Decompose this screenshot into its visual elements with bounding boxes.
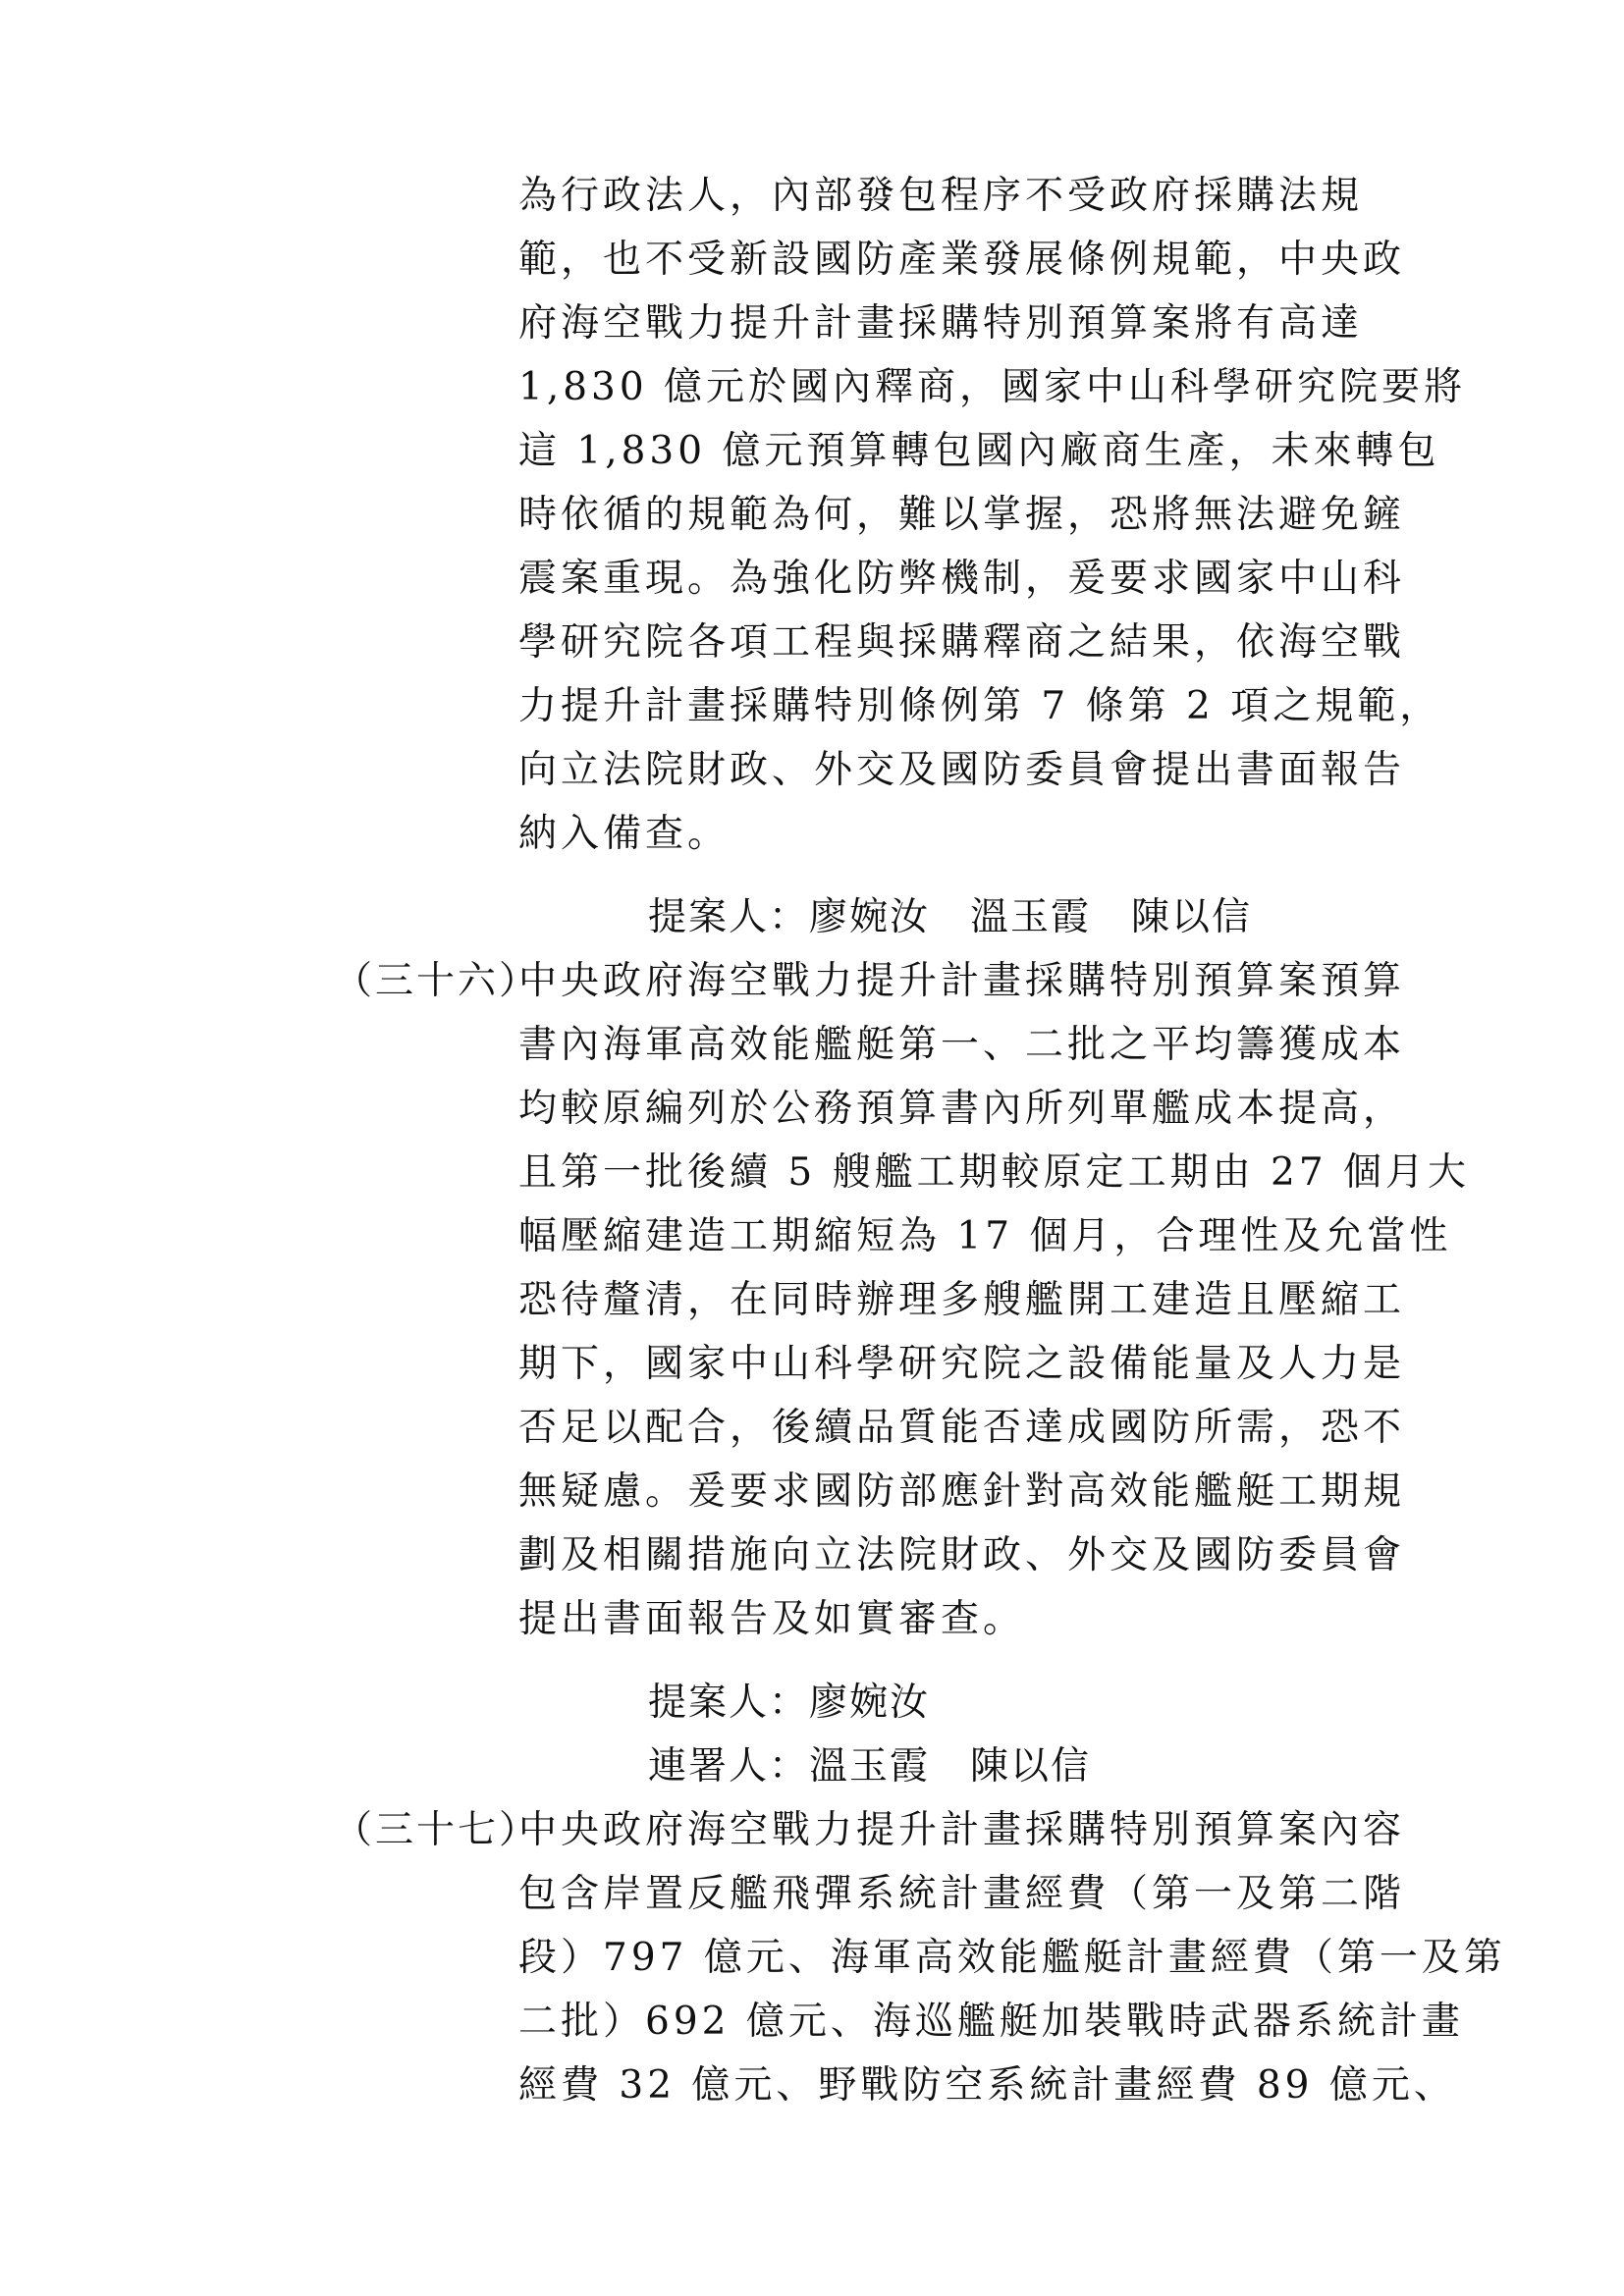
- item-number-label: （三十六）: [334, 959, 541, 1003]
- paragraph-line: 時依循的規範為何，難以掌握，恐將無法避免鏟: [518, 493, 1406, 537]
- paragraph-line: 震案重現。為強化防弊機制，爰要求國家中山科: [518, 557, 1406, 601]
- paragraph-line: 經費 32 億元、野戰防空系統計畫經費 89 億元、: [518, 2063, 1456, 2108]
- proposer-line: 提案人：廖婉汝 溫玉霞 陳以信: [648, 895, 1253, 939]
- paragraph-line: 學研究院各項工程與採購釋商之結果，依海空戰: [518, 620, 1406, 665]
- paragraph-line: 範，也不受新設國防產業發展條例規範，中央政: [518, 238, 1406, 282]
- cosigner-line: 連署人：溫玉霞 陳以信: [648, 1744, 1092, 1789]
- paragraph-line: 為行政法人，內部發包程序不受政府採購法規: [518, 174, 1364, 218]
- paragraph-line: 中央政府海空戰力提升計畫採購特別預算案預算: [518, 959, 1406, 1003]
- paragraph-line: 包含岸置反艦飛彈系統計畫經費（第一及第二階: [518, 1872, 1406, 1916]
- paragraph-line: 書內海軍高效能艦艇第一、二批之平均籌獲成本: [518, 1023, 1406, 1067]
- paragraph-line: 二批）692 億元、海巡艦艇加裝戰時武器系統計畫: [518, 2000, 1464, 2044]
- paragraph-line: 劃及相關措施向立法院財政、外交及國防委員會: [518, 1533, 1406, 1577]
- paragraph-line: 提出書面報告及如實審查。: [518, 1597, 1026, 1641]
- proposer-line: 提案人：廖婉汝: [648, 1681, 931, 1725]
- paragraph-line: 否足以配合，後續品質能否達成國防所需，恐不: [518, 1406, 1406, 1450]
- paragraph-line: 幅壓縮建造工期縮短為 17 個月，合理性及允當性: [518, 1214, 1452, 1258]
- paragraph-line: 段）797 億元、海軍高效能艦艇計畫經費（第一及第: [518, 1936, 1506, 1980]
- paragraph-line: 向立法院財政、外交及國防委員會提出書面報告: [518, 748, 1406, 792]
- item-number-label: （三十七）: [334, 1808, 541, 1852]
- paragraph-line: 且第一批後續 5 艘艦工期較原定工期由 27 個月大: [518, 1150, 1471, 1195]
- paragraph-line: 中央政府海空戰力提升計畫採購特別預算案內容: [518, 1808, 1406, 1852]
- paragraph-line: 這 1,830 億元預算轉包國內廠商生產，未來轉包: [518, 429, 1440, 473]
- paragraph-line: 恐待釐清，在同時辦理多艘艦開工建造且壓縮工: [518, 1278, 1406, 1322]
- paragraph-line: 府海空戰力提升計畫採購特別預算案將有高達: [518, 301, 1364, 346]
- paragraph-line: 1,830 億元於國內釋商，國家中山科學研究院要將: [518, 365, 1467, 409]
- paragraph-line: 無疑慮。爰要求國防部應針對高效能艦艇工期規: [518, 1469, 1406, 1514]
- paragraph-line: 期下，國家中山科學研究院之設備能量及人力是: [518, 1342, 1406, 1386]
- paragraph-line: 納入備查。: [518, 812, 731, 856]
- paragraph-line: 均較原編列於公務預算書內所列單艦成本提高，: [518, 1087, 1406, 1131]
- paragraph-line: 力提升計畫採購特別條例第 7 條第 2 項之規範，: [518, 684, 1442, 728]
